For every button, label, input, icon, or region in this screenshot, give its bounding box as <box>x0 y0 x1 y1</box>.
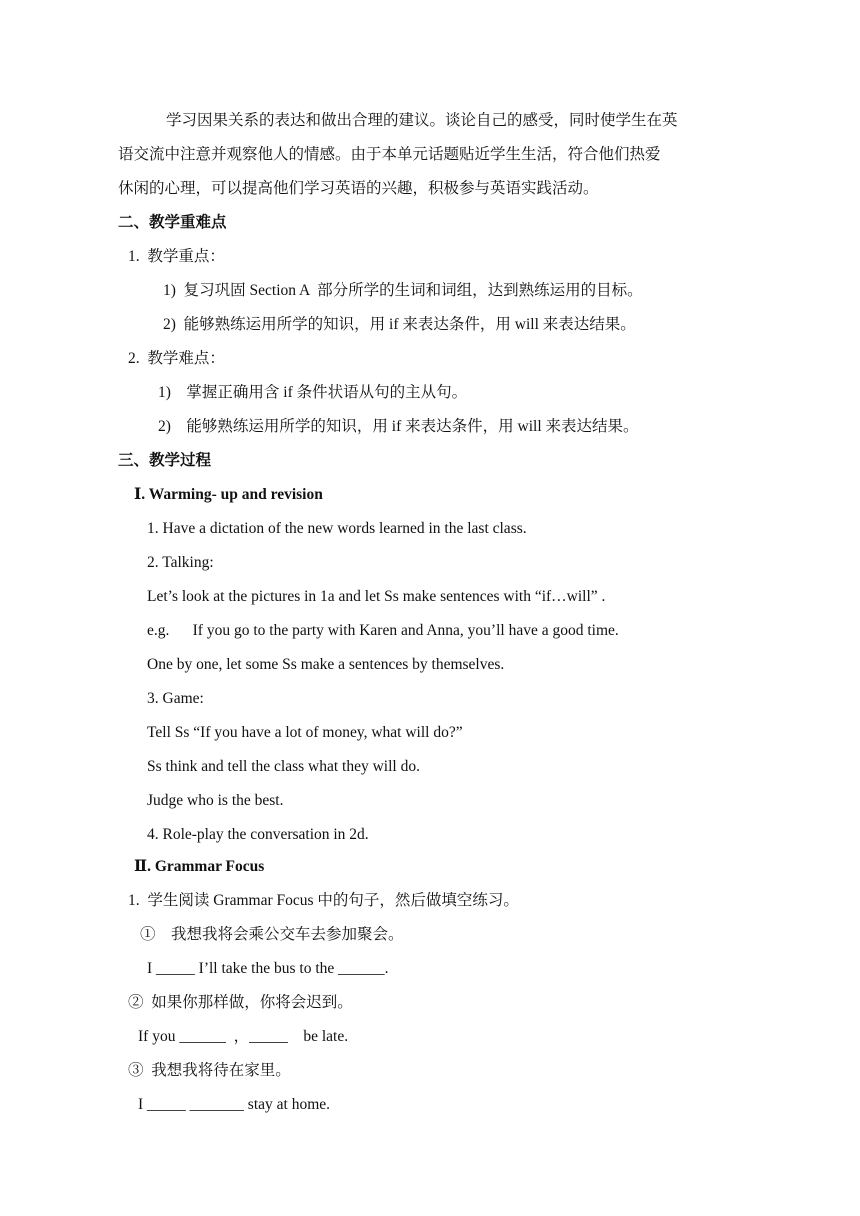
activity-line: Tell Ss “If you have a lot of money, what will do?” <box>147 724 463 741</box>
teaching-focus-item-2: 2) 能够熟练运用所学的知识，用 if 来表达条件，用 will 来表达结果。 <box>163 316 636 333</box>
teaching-focus-item-1: 1) 复习巩固 Section A 部分所学的生词和词组，达到熟练运用的目标。 <box>163 282 643 299</box>
part-title-warming-up: Ⅰ. Warming- up and revision <box>134 486 323 503</box>
section-heading-key-points: 二、教学重难点 <box>118 214 227 231</box>
teaching-difficulty-item-2: 2) 能够熟练运用所学的知识，用 if 来表达条件，用 will 来表达结果。 <box>158 418 639 435</box>
exercise-prompt-1: ① 我想我将会乘公交车去参加聚会。 <box>140 926 404 943</box>
exercise-prompt-2: ② 如果你那样做，你将会迟到。 <box>128 994 353 1011</box>
intro-line-3: 休闲的心理，可以提高他们学习英语的兴趣，积极参与英语实践活动。 <box>118 180 599 197</box>
exercise-blank-3: I _____ _______ stay at home. <box>138 1096 331 1113</box>
intro-line-2: 语交流中注意并观察他人的情感。由于本单元话题贴近学生生活，符合他们热爱 <box>118 146 661 163</box>
activity-line: Let’s look at the pictures in 1a and let Ss make sentences with “if…will” . <box>147 588 606 605</box>
teaching-difficulty-item-1: 1) 掌握正确用含 if 条件状语从句的主从句。 <box>158 384 468 401</box>
activity-line: 1. Have a dictation of the new words learned in the last class. <box>147 520 527 537</box>
section-heading-process: 三、教学过程 <box>118 452 212 469</box>
activity-line: 2. Talking: <box>147 554 214 571</box>
activity-line: 3. Game: <box>147 690 204 707</box>
teaching-focus-label: 1. 教学重点： <box>128 248 225 265</box>
grammar-instruction: 1. 学生阅读 Grammar Focus 中的句子，然后做填空练习。 <box>128 892 519 909</box>
part-title-grammar-focus: Ⅱ. Grammar Focus <box>134 858 265 875</box>
activity-line: e.g. If you go to the party with Karen and Anna, you’ll have a good time. <box>147 622 619 639</box>
exercise-blank-1: I _____ I’ll take the bus to the ______. <box>147 960 389 977</box>
intro-line-1: 学习因果关系的表达和做出合理的建议。谈论自己的感受，同时使学生在英 <box>166 112 678 129</box>
activity-line: 4. Role-play the conversation in 2d. <box>147 826 369 843</box>
activity-line: Judge who is the best. <box>147 792 284 809</box>
activity-line: Ss think and tell the class what they will do. <box>147 758 420 775</box>
exercise-blank-2: If you ______ ，_____ be late. <box>138 1028 349 1045</box>
activity-line: One by one, let some Ss make a sentences by themselves. <box>147 656 505 673</box>
teaching-difficulty-label: 2. 教学难点： <box>128 350 225 367</box>
exercise-prompt-3: ③ 我想我将待在家里。 <box>128 1062 291 1079</box>
